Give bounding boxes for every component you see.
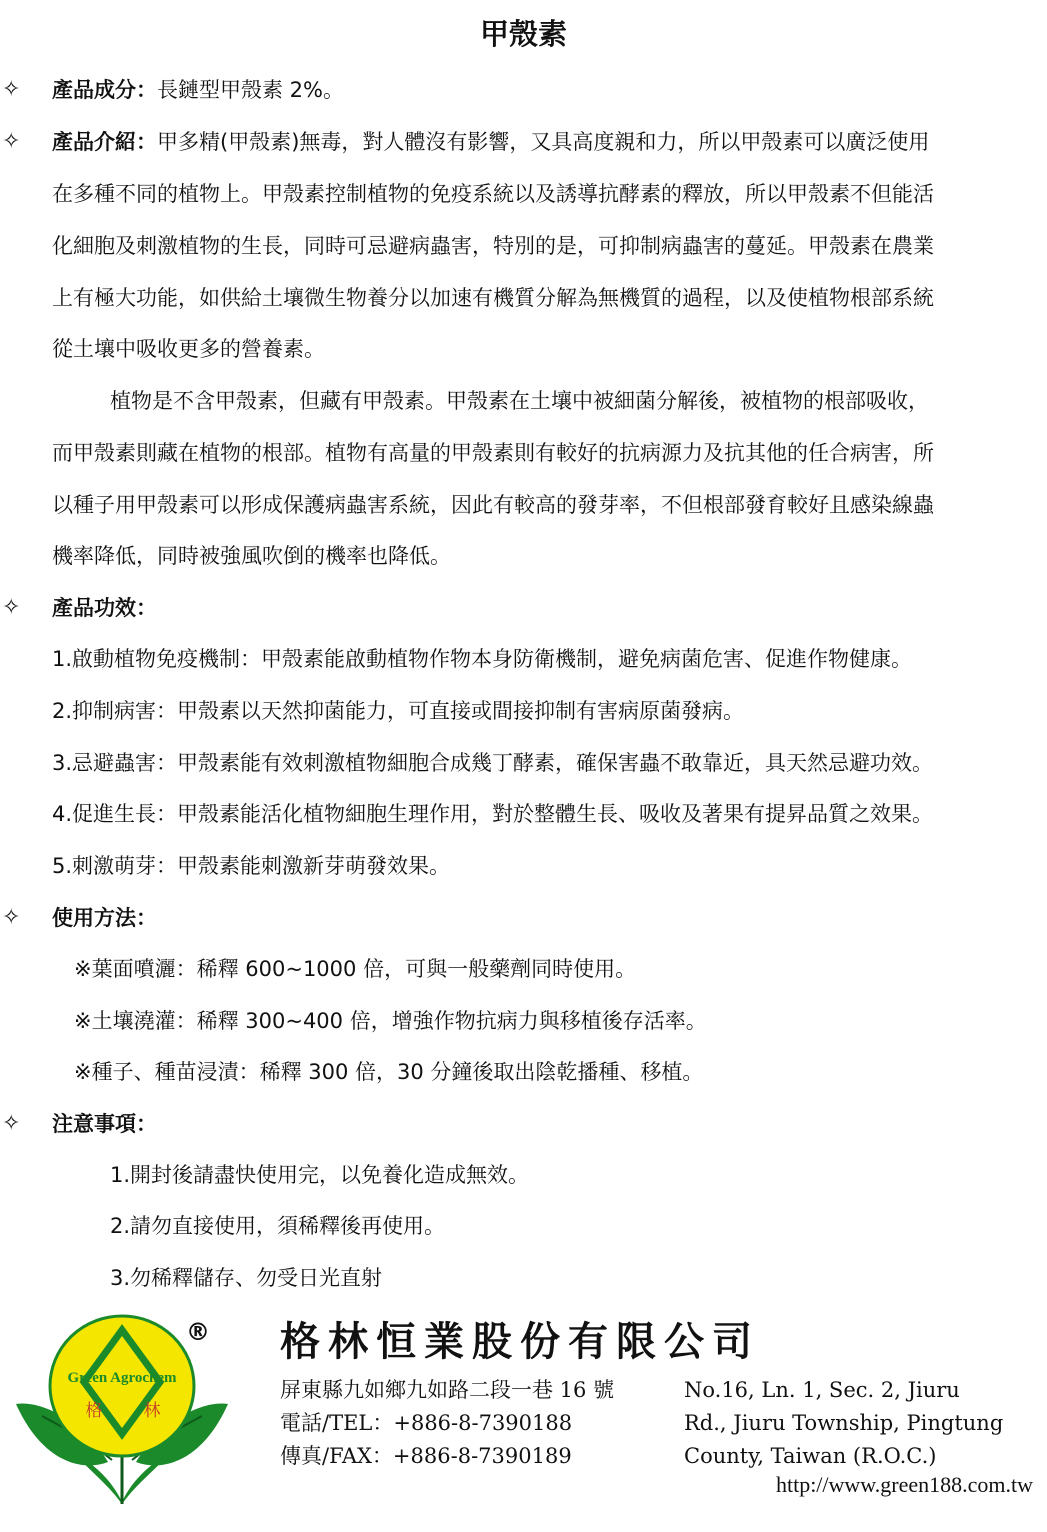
intro-label: 產品介紹：	[52, 130, 157, 154]
ingredients-label: 產品成分：	[52, 78, 157, 102]
intro-para2-line: 以種子用甲殼素可以形成保護病蟲害系統，因此有較高的發芽率，不但根部發育較好且感染線蟲	[52, 493, 934, 517]
efficacy-item: 4.促進生長：甲殼素能活化植物細胞生理作用，對於整體生長、吸收及著果有提昇品質之效果。	[52, 802, 934, 826]
address-en-line: Rd., Jiuru Township, Pingtung	[684, 1411, 1004, 1435]
usage-label: 使用方法：	[52, 906, 157, 930]
address-zh: 屏東縣九如鄉九如路二段一巷 16 號	[280, 1378, 615, 1402]
intro-line: 上有極大功能，如供給土壤微生物養分以加速有機質分解為無機質的過程，以及使植物根部系統	[52, 286, 934, 310]
intro-first-line: 甲多精(甲殼素)無毒，對人體沒有影響，又具高度親和力，所以甲殼素可以廣泛使用	[157, 130, 930, 154]
company-logo	[12, 1312, 232, 1508]
website-link[interactable]: http://www.green188.com.tw	[775, 1472, 1033, 1497]
ingredients-text: 長鏈型甲殼素 2%。	[157, 78, 344, 102]
logo-char-right: 林	[143, 1401, 161, 1421]
page-title: 甲殼素	[479, 17, 567, 51]
notes-label: 注意事項：	[52, 1112, 157, 1136]
address-en-block	[684, 1374, 1003, 1473]
notes-item: 1.開封後請盡快使用完，以免養化造成無效。	[110, 1163, 530, 1187]
green-agrochem-logo-icon	[12, 1312, 232, 1508]
efficacy-item: 2.抑制病害：甲殼素以天然抑菌能力，可直接或間接抑制有害病原菌發病。	[52, 699, 745, 723]
notes-item: 2.請勿直接使用，須稀釋後再使用。	[110, 1214, 446, 1238]
usage-item: ※土壤澆灌：稀釋 300~400 倍，增強作物抗病力與移植後存活率。	[74, 1009, 707, 1033]
intro-para2-line: 植物是不含甲殼素，但藏有甲殼素。甲殼素在土壤中被細菌分解後，被植物的根部吸收，	[110, 389, 929, 413]
intro-line: 化細胞及刺激植物的生長，同時可忌避病蟲害，特別的是，可抑制病蟲害的蔓延。甲殼素在農業	[52, 234, 934, 258]
diamond-outline-icon: ✧	[2, 77, 21, 102]
efficacy-item: 1.啟動植物免疫機制：甲殼素能啟動植物作物本身防衛機制，避免病菌危害、促進作物健康。	[52, 647, 913, 671]
diamond-outline-icon: ✧	[2, 1111, 21, 1136]
diamond-outline-icon: ✧	[2, 129, 21, 154]
address-en-line: County, Taiwan (R.O.C.)	[684, 1444, 937, 1468]
company-name: 格林恒業股份有限公司	[280, 1318, 760, 1365]
intro-para2-line: 機率降低，同時被強風吹倒的機率也降低。	[52, 544, 451, 568]
usage-item: ※種子、種苗浸漬：稀釋 300 倍，30 分鐘後取出陰乾播種、移植。	[74, 1060, 704, 1084]
efficacy-item: 5.刺激萌芽：甲殼素能刺激新芽萌發效果。	[52, 854, 451, 878]
efficacy-label: 產品功效：	[52, 596, 157, 620]
intro-para2-line: 而甲殼素則藏在植物的根部。植物有高量的甲殼素則有較好的抗病源力及抗其他的任合病害，所	[52, 441, 934, 465]
tel: 電話/TEL：+886-8-7390188	[280, 1411, 573, 1435]
diamond-outline-icon: ✧	[2, 595, 21, 620]
contact-block	[280, 1374, 614, 1473]
usage-item: ※葉面噴灑：稀釋 600~1000 倍，可與一般藥劑同時使用。	[74, 957, 637, 981]
diamond-outline-icon: ✧	[2, 905, 21, 930]
intro-line: 從土壤中吸收更多的營養素。	[52, 337, 325, 361]
registered-mark: ®	[186, 1318, 210, 1346]
address-en-line: No.16, Ln. 1, Sec. 2, Jiuru	[684, 1378, 960, 1402]
logo-brand-text: Green Agrochem	[67, 1370, 177, 1386]
logo-char-left: 格	[85, 1401, 103, 1421]
intro-line: 在多種不同的植物上。甲殼素控制植物的免疫系統以及誘導抗酵素的釋放，所以甲殼素不但能活	[52, 182, 934, 206]
efficacy-item: 3.忌避蟲害：甲殼素能有效刺激植物細胞合成幾丁酵素，確保害蟲不敢靠近，具天然忌避功效。	[52, 751, 934, 775]
notes-item: 3.勿稀釋儲存、勿受日光直射	[110, 1266, 383, 1290]
fax: 傳真/FAX：+886-8-7390189	[280, 1444, 572, 1468]
